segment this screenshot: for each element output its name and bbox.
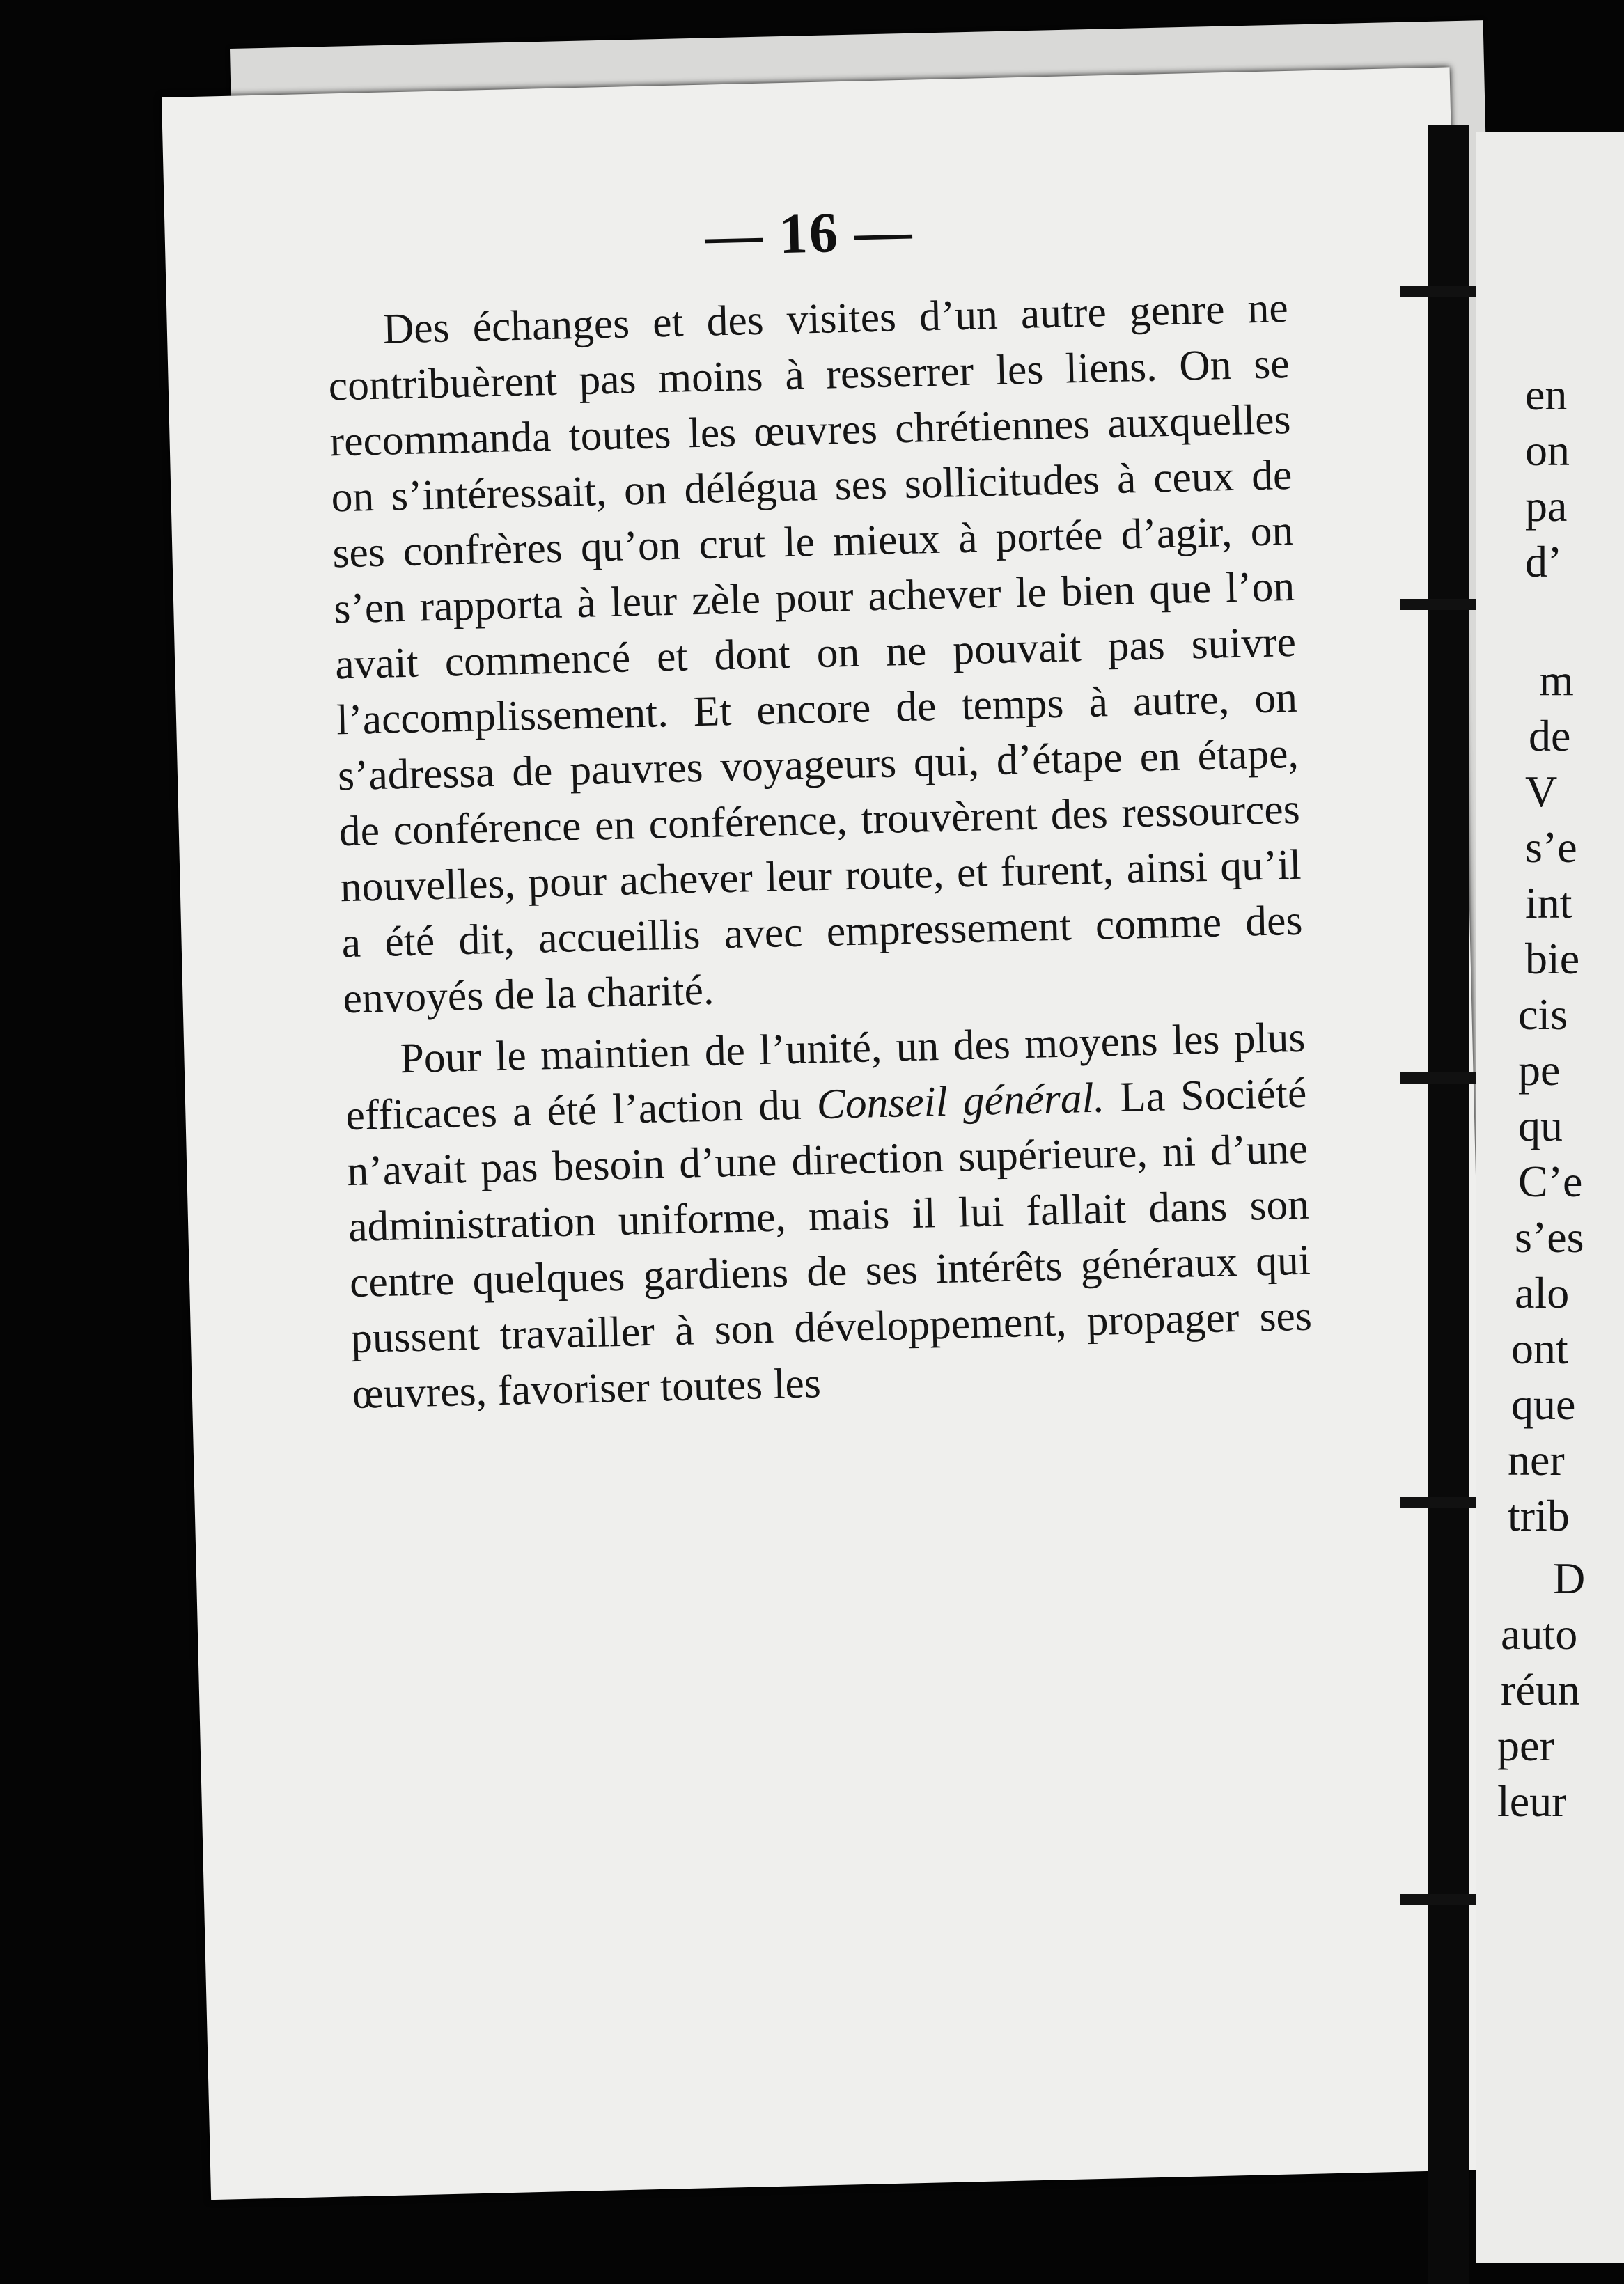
paragraph-2 [344,1010,1314,1422]
facing-fragment: per [1497,1721,1554,1770]
facing-fragment: leur [1497,1776,1567,1826]
facing-fragment: ner [1508,1435,1565,1485]
paragraph-1: Des échanges et des visites d’un autre genre ne contribuèrent pas moins à resserrer les liens. On se recommanda toutes les œuvres chrétiennes auxquelles on s’intéressait, on délégua ses sollicitudes à ceux de ses confrères qu’on crut le mieux à portée d’agir, on s’en rapporta à leur zèle pour achever le bien que l’on avait commencé et dont on ne pouvait pas suivre l’accomplissement. Et encore de temps à autre, on s’adressa de pauvres voyageurs qui, d’étape en étape, de conférence en conférence, trouvèrent des ressources nouvelles, pour achever leur route, et furent, ainsi qu’il a été dit, accueillis avec empressement comme des envoyés de la charité. [328,283,1304,1023]
binding-stitch [1400,599,1476,610]
conseil-general-italic: Conseil général. [816,1074,1105,1129]
binding-stitch [1400,1497,1476,1508]
facing-fragment: V [1525,767,1558,816]
facing-fragment: D [1553,1554,1586,1603]
binding-stitch [1400,1072,1476,1084]
paragraph-2-rest: La Société n’avait pas besoin d’une direction supérieure, ni d’une administration uniforme, mais il lui fallait dans son centre quelques gardiens de ses intérêts généraux qui pussent travailler à son développement, propager ses œuvres, favoriser toutes les [346,1069,1313,1418]
facing-page [1476,132,1624,2263]
facing-fragment: ont [1511,1324,1568,1373]
binding-gutter [1428,125,1469,2284]
facing-fragment: C’e [1518,1157,1583,1206]
paragraph-2-start: Pour le maintien de l’unité, un des moyens les plus efficaces a été l’action du [345,1013,1306,1140]
facing-fragment: s’e [1525,822,1577,872]
facing-fragment: cis [1518,990,1568,1039]
facing-fragment: m [1539,655,1574,705]
facing-fragment: trib [1508,1491,1570,1540]
facing-fragment: bie [1525,934,1580,983]
page-number: — 16 — [704,198,914,267]
binding-stitch [1400,1894,1476,1905]
facing-fragment: qu [1518,1101,1563,1150]
facing-fragment: int [1525,878,1572,928]
facing-fragment: on [1525,425,1570,475]
facing-fragment: d’ [1525,537,1563,586]
facing-fragment: en [1525,370,1568,419]
facing-fragment: de [1529,711,1571,760]
facing-fragment: s’es [1515,1212,1584,1262]
book-page [162,67,1499,2200]
facing-fragment: auto [1501,1609,1578,1659]
facing-fragment: alo [1515,1268,1570,1317]
facing-fragment: pe [1518,1045,1561,1095]
binding-stitch [1400,286,1476,297]
body-text [327,280,1314,1422]
facing-fragment: réun [1501,1665,1580,1714]
facing-fragment: pa [1525,481,1568,531]
facing-fragment: que [1511,1379,1576,1429]
